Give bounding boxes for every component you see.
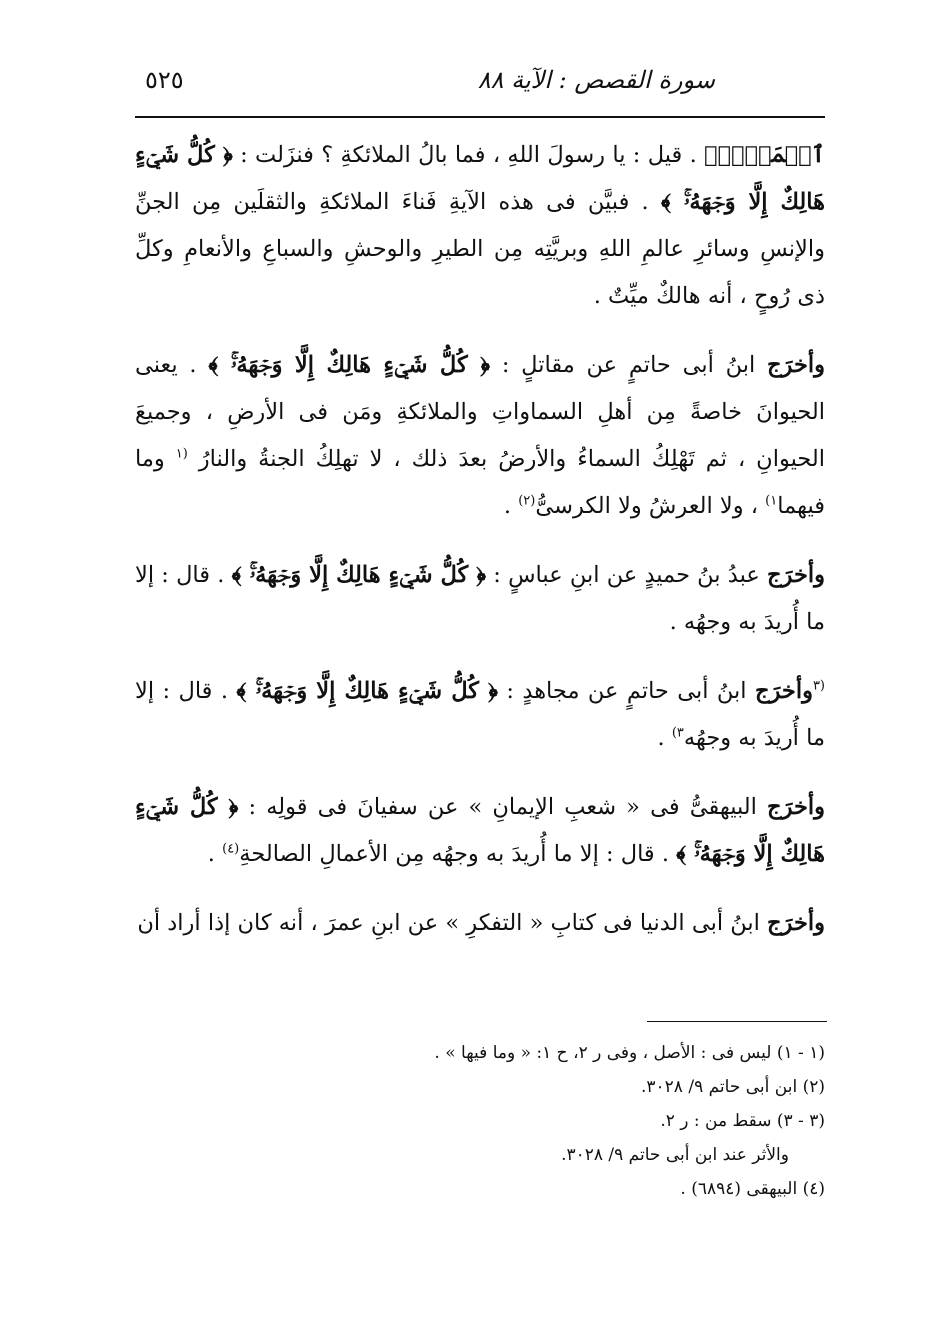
footnotes	[135, 1036, 825, 1206]
narration-lead: وأخرَج	[767, 562, 825, 588]
paragraph-text: . قال : إلا ما أُريدَ به وجهُه	[135, 678, 825, 751]
paragraph-text: . قال : إلا ما أُريدَ به وجهُه مِن الأعمالِ الصالحةِ	[239, 841, 677, 867]
paragraph-5	[135, 784, 825, 878]
quran-verse: ﴿ كُلُّ شَيۡءٍ هَالِكٌ إِلَّا وَجۡهَهُۥۚ ﴾	[236, 678, 498, 704]
quran-verse: ﴿ كُلُّ شَيۡءٍ هَالِكٌ إِلَّا وَجۡهَهُۥۚ ﴾	[208, 352, 491, 378]
paragraph-4	[135, 668, 825, 762]
running-title: سورة القصص : الآية ٨٨	[477, 66, 715, 94]
paragraph-text: . فبيَّن فى هذه الآيةِ فَناءَ الملائكةِ والثقلَين مِن الجنِّ والإنسِ وسائرِ عالمِ اللهِ وبريَّتِه مِن الطيرِ والوحشِ والسباعِ والأنعامِ وكلِّ ذى رُوحٍ ، أنه هالكٌ ميِّتٌ .	[135, 189, 825, 309]
paragraph-text: . قال : إلا ما أُريدَ به وجهُه .	[135, 562, 825, 635]
footnote-ref: (٣	[812, 678, 825, 694]
paragraph-3	[135, 552, 825, 646]
paragraph-6	[135, 900, 825, 947]
paragraph-text: . قيل : يا رسولَ اللهِ ، فما بالُ الملائكةِ ؟ فنزَلت :	[232, 142, 705, 168]
paragraph-text: .	[207, 841, 223, 867]
narration-lead: وأخرَج	[754, 678, 813, 704]
page-header	[135, 64, 825, 104]
paragraph-2	[135, 342, 825, 530]
narration-lead: وأخرَج	[767, 352, 825, 378]
quran-verse: ﴿ كُلُّ شَيۡءٍ هَالِكٌ إِلَّا وَجۡهَهُۥۚ ﴾	[231, 562, 487, 588]
footnote-ref: ٣)	[671, 725, 684, 741]
paragraph-text: .	[503, 493, 519, 519]
quran-fragment: ٱلۡمَوۡتِۗ	[704, 142, 825, 168]
paragraph-1	[135, 132, 825, 320]
paragraph-text: . يعنى الحيوانَ خاصةً مِن أهلِ السماواتِ والملائكةِ ومَن فى الأرضِ ، وجميعَ الحيوانِ ، ثم تَهْلِكُ السماءُ والأرضُ بعدَ ذلك ، لا تهلِكُ الجنةُ والنارُ	[135, 352, 825, 472]
footnote-ref: (١	[175, 446, 188, 462]
footnote-item: والأثر عند ابن أبى حاتم ٩/ ٣٠٢٨.	[561, 1145, 789, 1165]
paragraph-text: ، ولا العرشُ ولا الكرسىُّ	[535, 493, 766, 519]
footnote-ref: ١)	[765, 493, 778, 509]
paragraph-text: وما فيهما	[135, 446, 825, 519]
footnote-item: (١ - ١) ليس فى : الأصل ، وفى ر ٢، ح ١: « وما فيها » .	[434, 1043, 825, 1063]
page-number: ٥٢٥	[145, 66, 184, 94]
narration-lead: وأخرَج	[767, 910, 825, 936]
paragraph-text: ابنُ أبى حاتمٍ عن مجاهدٍ :	[498, 678, 755, 704]
header-rule	[135, 116, 825, 118]
footnote-ref: (٤)	[222, 841, 240, 857]
paragraph-text: ابنُ أبى حاتمٍ عن مقاتلٍ :	[490, 352, 768, 378]
paragraph-text: ابنُ أبى الدنيا فى كتابِ « التفكرِ » عن ابنِ عمرَ ، أنه كان إذا أراد أن	[137, 910, 768, 936]
paragraph-text: .	[657, 725, 672, 751]
paragraph-text: البيهقىُّ فى « شعبِ الإيمانِ » عن سفيانَ فى قولِه :	[238, 794, 768, 820]
narration-lead: وأخرَج	[767, 794, 826, 820]
paragraph-text: عبدُ بنُ حميدٍ عن ابنِ عباسٍ :	[486, 562, 768, 588]
footnote-rule	[647, 1021, 827, 1022]
footnote-item: (٣ - ٣) سقط من : ر ٢.	[660, 1111, 825, 1131]
footnote-item: (٤) البيهقى (٦٨٩٤) .	[680, 1179, 825, 1199]
footnote-ref: (٢)	[518, 493, 536, 509]
quran-verse: ﴿ كُلُّ شَيۡءٍ هَالِكٌ إِلَّا وَجۡهَهُۥۚ ﴾	[135, 142, 825, 215]
footnote-item: (٢) ابن أبى حاتم ٩/ ٣٠٢٨.	[640, 1077, 825, 1097]
quran-verse: ﴿ كُلُّ شَيۡءٍ هَالِكٌ إِلَّا وَجۡهَهُۥۚ ﴾	[135, 794, 825, 867]
main-text	[135, 132, 825, 969]
